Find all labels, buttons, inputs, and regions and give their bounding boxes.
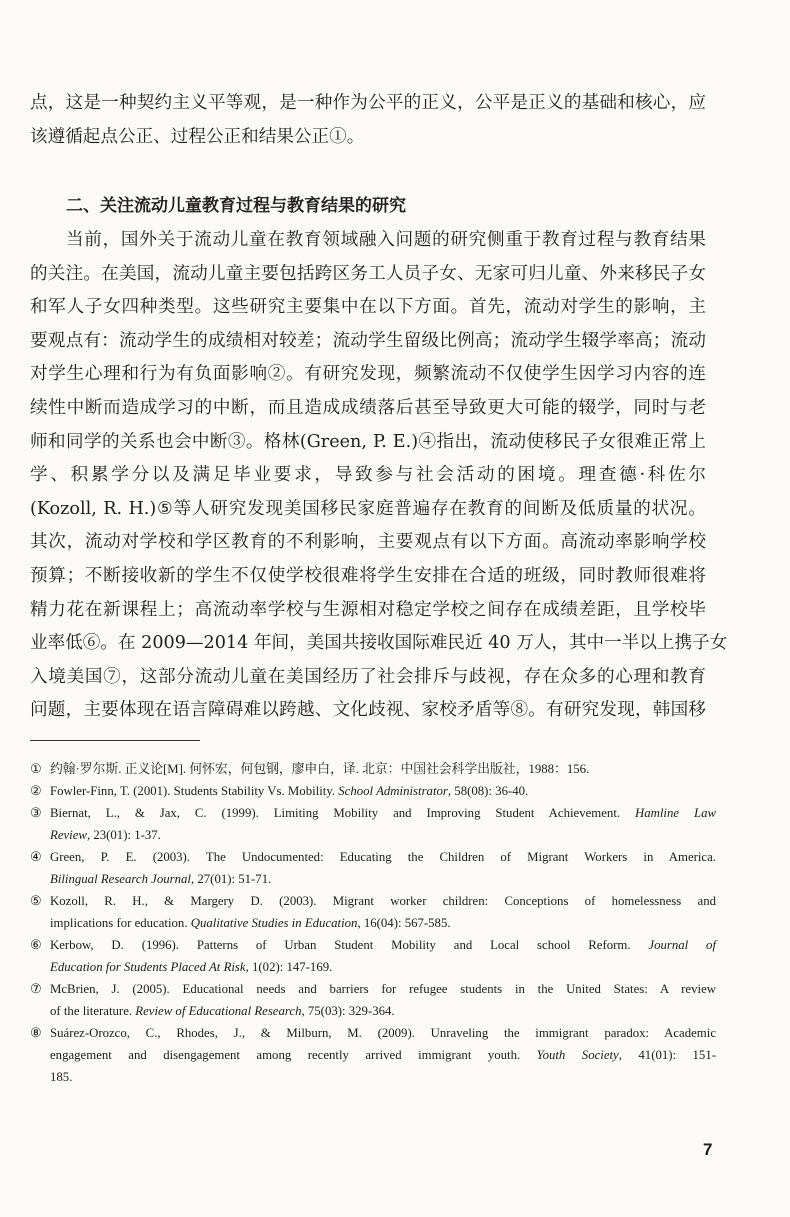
citation-text: of the literature.	[50, 1004, 136, 1018]
footnote-line	[50, 912, 716, 934]
citation-text: Kerbow, D. (1996). Patterns of Urban Student Mobility and Local school Reform.	[50, 938, 649, 952]
footnote	[30, 846, 716, 890]
text-line: 的关注。在美国，流动儿童主要包括跨区务工人员子女、无家可归儿童、外来移民子女	[30, 263, 706, 284]
footnote-line	[50, 802, 716, 824]
footnote	[30, 890, 716, 934]
citation-text: , 1(02): 147-169.	[245, 960, 333, 974]
text-line: 预算；不断接收新的学生不仅使学校很难将学生安排在合适的班级，同时教师很难将	[30, 566, 706, 586]
text-line: 和军人子女四种类型。这些研究主要集中在以下方面。首先，流动对学生的影响，主	[30, 297, 706, 318]
citation-text: Biernat, L., & Jax, C. (1999). Limiting Mobility and Improving Student Achievement.	[50, 806, 635, 820]
citation-text: Fowler-Finn, T. (2001). Students Stability Vs. Mobility.	[50, 784, 339, 798]
footnote	[30, 1022, 716, 1088]
citation-text: 约翰·罗尔斯. 正义论[M]. 何怀宏，何包钢，廖申白，译. 北京：中国社会科学出版社，1988：156.	[50, 762, 590, 776]
journal-title: Qualitative Studies in Education	[190, 916, 358, 930]
footnote-line	[50, 890, 716, 912]
citation-text: , 27(01): 51-71.	[190, 872, 272, 886]
citation-text: Kozoll, R. H., & Margery D. (2003). Migrant worker children: Conceptions of homelessness and	[50, 894, 716, 908]
footnote-line	[50, 846, 716, 868]
text-line: (Kozoll, R. H.)⑤等人研究发现美国移民家庭普遍存在教育的间断及低质量的状况。	[30, 498, 706, 519]
footnote	[30, 758, 716, 780]
footnote-number: ⑤	[30, 894, 42, 908]
journal-title: School Administrator	[338, 784, 448, 798]
footnote-line	[50, 1022, 716, 1044]
citation-text: engagement and disengagement among recently arrived immigrant youth.	[50, 1048, 537, 1062]
text-line: 对学生心理和行为有负面影响②。有研究发现，频繁流动不仅使学生因学习内容的连	[30, 364, 706, 385]
citation-text: Suárez-Orozco, C., Rhodes, J., & Milburn, M. (2009). Unraveling the immigrant paradox: Academic	[50, 1026, 716, 1040]
text-line: 要观点有：流动学生的成绩相对较差；流动学生留级比例高；流动学生辍学率高；流动	[30, 330, 706, 351]
footnote-line	[50, 868, 716, 890]
footnote-number: ①	[30, 762, 42, 776]
citation-text: , 23(01): 1-37.	[86, 828, 161, 842]
citation-text: , 75(03): 329-364.	[301, 1004, 395, 1018]
citation-text: Green, P. E. (2003). The Undocumented: Educating the Children of Migrant Workers in America.	[50, 850, 716, 864]
footnote-line	[50, 824, 716, 846]
footnote	[30, 978, 716, 1022]
text-line: 学、积累学分以及满足毕业要求，导致参与社会活动的困境。理查德·科佐尔	[30, 465, 706, 486]
section-heading: 二、关注流动儿童教育过程与教育结果的研究	[66, 196, 406, 216]
journal-title: Hamline Law	[634, 806, 716, 820]
footnote	[30, 934, 716, 978]
citation-text: implications for education.	[50, 916, 191, 930]
journal-title: Journal of	[648, 938, 717, 952]
journal-title: Education for Students Placed At Risk	[50, 960, 246, 974]
citation-text: McBrien, J. (2005). Educational needs and barriers for refugee students in the United States: A review	[50, 982, 716, 996]
footnote-line	[50, 780, 716, 802]
text-line: 精力花在新课程上；高流动率学校与生源相对稳定学校之间存在成绩差距，且学校毕	[30, 599, 706, 620]
journal-title: Bilingual Research Journal	[50, 872, 191, 886]
footnote-divider	[30, 740, 200, 741]
text-line: 当前，国外关于流动儿童在教育领域融入问题的研究侧重于教育过程与教育结果	[66, 230, 706, 250]
journal-title: Youth Society	[536, 1048, 619, 1062]
text-line: 该遵循起点公正、过程公正和结果公正①。	[30, 127, 365, 147]
footnote-number: ⑦	[30, 982, 42, 996]
text-line: 师和同学的关系也会中断③。格林(Green, P. E.)④指出，流动使移民子女很难正常上	[30, 431, 706, 452]
footnote-number: ⑥	[30, 938, 42, 952]
footnote	[30, 802, 716, 846]
footnote-line	[50, 978, 716, 1000]
journal-title: Review	[50, 828, 87, 842]
footnote-line	[50, 956, 716, 978]
citation-text: , 58(08): 36-40.	[447, 784, 529, 798]
footnote-line	[50, 1066, 716, 1088]
text-line: 问题，主要体现在语言障碍难以跨越、文化歧视、家校矛盾等⑧。有研究发现，韩国移	[30, 700, 706, 721]
journal-title: Review of Educational Research	[135, 1004, 302, 1018]
page-number: 7	[703, 1140, 713, 1159]
text-line: 其次，流动对学校和学区教育的不利影响，主要观点有以下方面。高流动率影响学校	[30, 532, 706, 553]
footnote-line	[50, 934, 716, 956]
citation-text: , 41(01): 151-	[618, 1048, 716, 1062]
footnote-line	[50, 1000, 716, 1022]
citation-text: , 16(04): 567-585.	[357, 916, 451, 930]
footnote-line	[50, 1044, 716, 1066]
footnote-number: ②	[30, 784, 42, 798]
footnote-number: ④	[30, 850, 42, 864]
text-line: 入境美国⑦，这部分流动儿童在美国经历了社会排斥与歧视，存在众多的心理和教育	[30, 666, 706, 687]
footnote-number: ③	[30, 806, 42, 820]
text-line: 续性中断而造成学习的中断，而且造成成绩落后甚至导致更大可能的辍学，同时与老	[30, 398, 706, 418]
citation-text: 185.	[50, 1070, 73, 1084]
footnote-number: ⑧	[30, 1026, 42, 1040]
footnote	[30, 780, 716, 802]
footnote-line	[50, 758, 716, 780]
text-line: 业率低⑥。在 2009—2014 年间，美国共接收国际难民近 40 万人，其中一半以上携子女	[30, 633, 728, 654]
text-line: 点，这是一种契约主义平等观，是一种作为公平的正义，公平是正义的基础和核心，应	[30, 93, 706, 113]
